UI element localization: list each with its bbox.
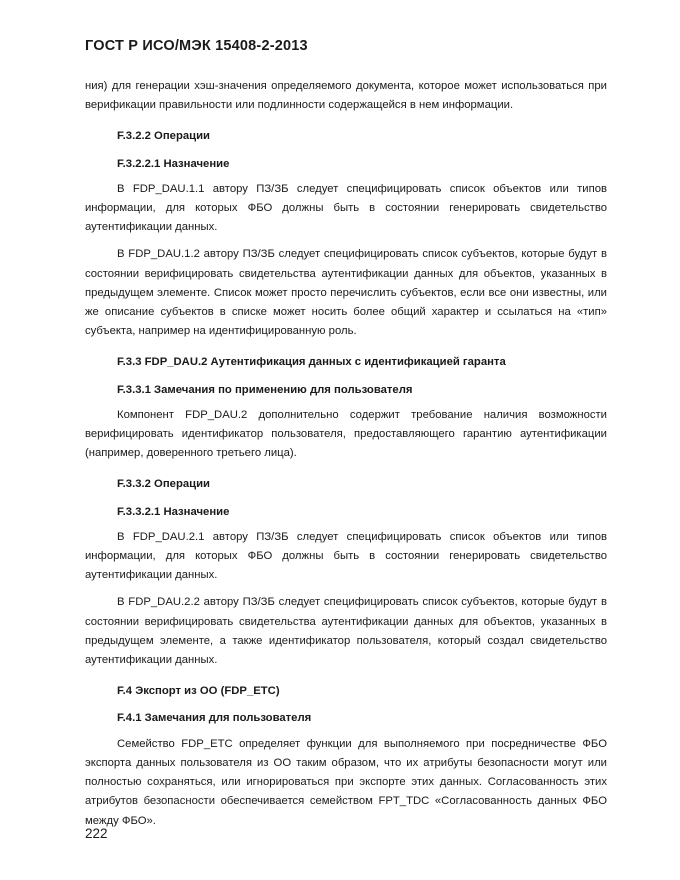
section-heading: F.3.2.2.1 Назначение — [117, 157, 230, 170]
paragraph: Семейство FDP_ETC определяет функции для выполняемого при посредничестве ФБО экспорта данных пользователя из ОО таким образом, что их атрибуты безопасности могут или полностью сохраняться, или игнорироваться при экспорте этих данных. Согласованность этих атрибутов безопасности обеспечивается семейством FPT_TDC «Согласованность данных ФБО между ФБО». — [85, 737, 607, 827]
section-heading: F.3.2.2 Операции — [117, 130, 210, 143]
paragraph: В FDP_DAU.1.1 автору ПЗ/ЗБ следует специфицировать список объектов или типов информации, для которых ФБО должны быть в состоянии генерировать свидетельство аутентификации данных. — [85, 182, 607, 234]
section-heading: F.3.3.2.1 Назначение — [117, 505, 230, 518]
page-header: ГОСТ Р ИСО/МЭК 15408-2-2013 — [85, 38, 308, 54]
section-heading: F.3.3.1 Замечания по применению для пользователя — [117, 383, 413, 396]
paragraph: В FDP_DAU.2.2 автору ПЗ/ЗБ следует специфицировать список субъектов, которые будут в состоянии верифицировать свидетельства аутентификации данных для объектов, указанных в предыдущем элементе, а также идентификатор пользователя, который создал свидетельство аутентификации данных. — [85, 596, 607, 667]
section-heading: F.3.3.2 Операции — [117, 478, 210, 491]
paragraph: В FDP_DAU.2.1 автору ПЗ/ЗБ следует специфицировать список объектов или типов информации, для которых ФБО должны быть в состоянии генерировать свидетельство аутентификации данных. — [85, 530, 607, 582]
page-number: 222 — [85, 826, 108, 841]
section-heading: F.3.3 FDP_DAU.2 Аутентификация данных с идентификацией гаранта — [117, 356, 506, 369]
paragraph: В FDP_DAU.1.2 автору ПЗ/ЗБ следует специфицировать список субъектов, которые будут в состоянии верифицировать свидетельства аутентификации данных для объектов, указанных в предыдущем элементе. Список может просто перечислить субъектов, если все они известны, или же описание субъектов в списке может носить более общий характер и ссылаться на «тип» субъекта, например на идентифицированную роль. — [85, 248, 607, 338]
paragraph: Компонент FDP_DAU.2 дополнительно содержит требование наличия возможности верифицировать идентификатор пользователя, предоставляющего гарантию аутентификации (например, доверенного третьего лица). — [85, 408, 607, 460]
section-heading: F.4 Экспорт из ОО (FDP_ETC) — [117, 685, 280, 698]
section-heading: F.4.1 Замечания для пользователя — [117, 712, 312, 725]
paragraph-continuation: ния) для генерации хэш-значения определяемого документа, которое может использоваться при верификации правильности или подлинности содержащейся в нем информации. — [85, 80, 607, 112]
document-body — [85, 77, 607, 831]
